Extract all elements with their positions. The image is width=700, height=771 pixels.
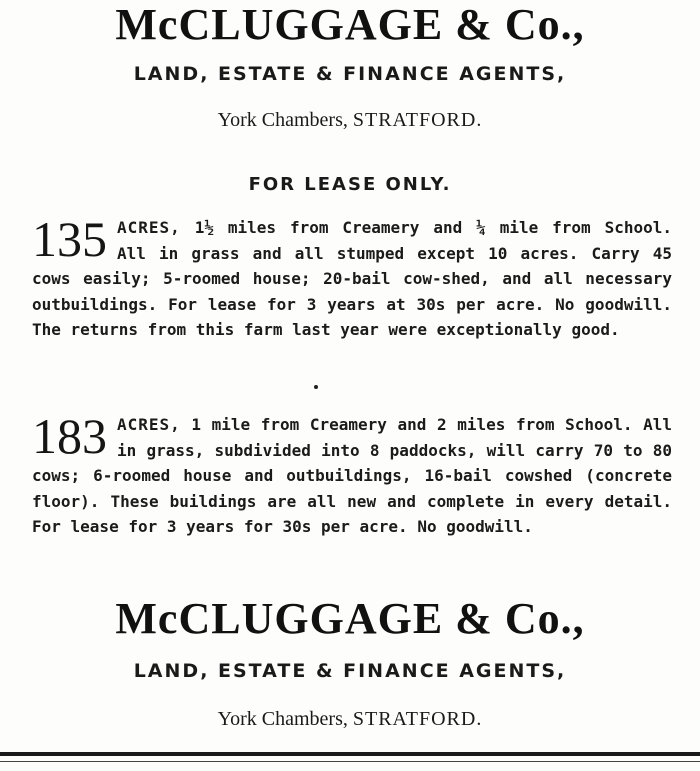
- listing-acres-number: 135: [32, 211, 107, 267]
- listing-acres-label: ACRES,: [117, 218, 181, 237]
- lease-heading: FOR LEASE ONLY.: [248, 174, 452, 195]
- listing-acres-label: ACRES,: [117, 415, 181, 434]
- firm-address-top: [0, 108, 700, 132]
- listing-183-acres: [32, 408, 672, 540]
- firm-address-bottom: [0, 707, 700, 731]
- listing-acres-number: 183: [32, 408, 107, 464]
- listing-135-acres: [32, 211, 672, 343]
- address-building-top: York Chambers,: [217, 109, 348, 131]
- firm-agents-bottom: LAND, ESTATE & FINANCE AGENTS,: [133, 660, 567, 682]
- separator-dot: [314, 385, 318, 389]
- firm-name-bottom: McCLUGGAGE & Co.,: [115, 594, 585, 643]
- address-building-bottom: York Chambers,: [217, 708, 348, 730]
- listing-description: 1 mile from Creamery and 2 miles from School. All in grass, subdivided into 8 paddocks, will carry 70 to 80 cows; 6-roomed house and outbuildings, 16-bail cowshed (concrete floor). These buildings are all new and complete in every detail. For lease for 3 years for 30s per acre. No goodwill.: [32, 415, 672, 536]
- column-rule-thin: [0, 761, 700, 762]
- address-town-top: STRATFORD.: [352, 109, 483, 131]
- address-town-bottom: STRATFORD.: [352, 708, 483, 730]
- column-rule-thick: [0, 752, 700, 756]
- firm-name-top: McCLUGGAGE & Co.,: [115, 0, 585, 49]
- firm-agents-top: LAND, ESTATE & FINANCE AGENTS,: [133, 63, 567, 85]
- listing-description: 1½ miles from Creamery and ¼ mile from School. All in grass and all stumped except 10 acres. Carry 45 cows easily; 5-roomed house; 20-bail cow-shed, and all necessary outbuildings. For lease for 3 years at 30s per acre. No goodwill. The returns from this farm last year were exceptionally good.: [32, 218, 672, 339]
